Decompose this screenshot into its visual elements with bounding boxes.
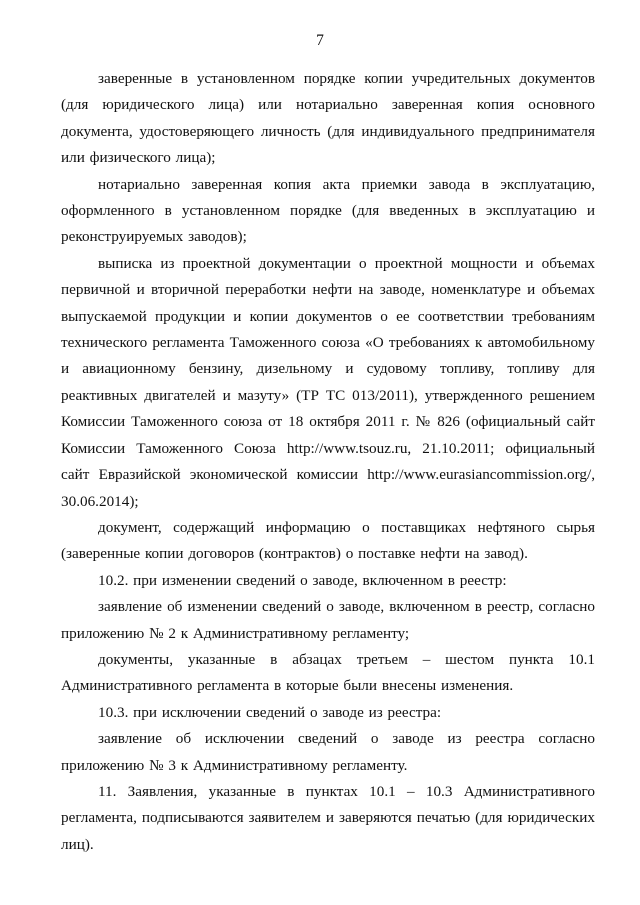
paragraph-11: 11. Заявления, указанные в пунктах 10.1 – 10.3 Административного регламента, подписываются заявителем и заверяются печатью (для юридических лиц). — [61, 782, 595, 853]
page-number: 7 — [316, 32, 324, 49]
paragraph-acceptance-act: нотариально заверенная копия акта приемки завода в эксплуатацию, оформленного в установленном порядке (для введенных в эксплуатацию и реконструируемых заводов); — [61, 175, 595, 246]
paragraph-suppliers-document: документ, содержащий информацию о поставщиках нефтяного сырья (заверенные копии договоров (контрактов) о поставке нефти на завод). — [61, 518, 595, 563]
paragraph-10-3: 10.3. при исключении сведений о заводе из реестра: — [98, 703, 442, 721]
paragraph-founding-documents: заверенные в установленном порядке копии учредительных документов (для юридического лица) или нотариально заверенная копия основного документа, удостоверяющего личность (для индивидуального предпринимателя или физического лица); — [61, 70, 595, 167]
document-body — [61, 66, 595, 858]
paragraph-10-2: 10.2. при изменении сведений о заводе, включенном в реестр: — [98, 571, 507, 589]
paragraph-change-application: заявление об изменении сведений о заводе, включенном в реестр, согласно приложению № 2 к Административному регламенту; — [61, 598, 595, 642]
paragraph-changed-documents: документы, указанные в абзацах третьем – шестом пункта 10.1 Административного регламента в которые были внесены изменения. — [61, 650, 595, 695]
paragraph-project-documentation: выписка из проектной документации о проектной мощности и объемах первичной и вторичной переработки нефти на заводе, номенклатуре и объемах выпускаемой продукции и копии документов о ее соответствии требованиям технического регламента Таможенного союза «О требованиях к автомобильному и авиационному бензину, дизельному и судовому топливу, топливу для реактивных двигателей и мазуту» (ТР ТС 013/2011), утвержденного решением Комиссии Таможенного союза от 18 октября 2011 г. № 826 (официальный сайт Комиссии Таможенного Союза http://www.tsouz.ru, 21.10.2011; официальный сайт Евразийской экономической комиссии http://www.eurasiancommission.org/, 30.06.2014); — [61, 254, 595, 510]
paragraph-exclusion-application: заявление об исключении сведений о заводе из реестра согласно приложению № 3 к Административному регламенту. — [61, 730, 595, 774]
